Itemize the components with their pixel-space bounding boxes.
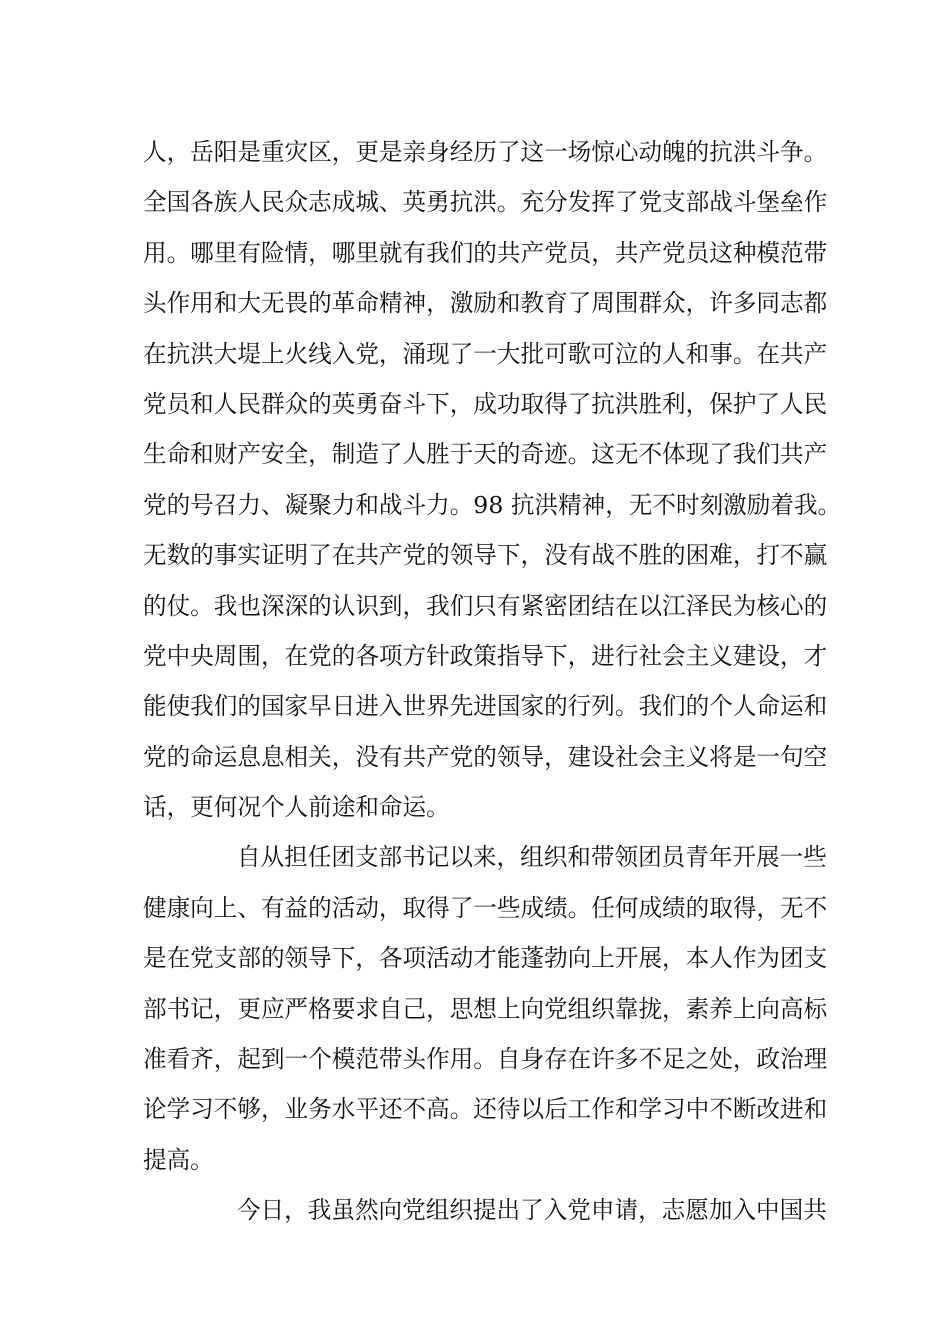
text-line: 能使我们的国家早日进入世界先进国家的行列。我们的个人命运和 <box>143 692 828 721</box>
text-line: 无数的事实证明了在共产党的领导下，没有战不胜的困难，打不赢 <box>143 541 828 570</box>
text-line: 党员和人民群众的英勇奋斗下，成功取得了抗洪胜利，保护了人民 <box>143 389 828 418</box>
paragraph-first-line: 今日，我虽然向党组织提出了入党申请，志愿加入中国共 <box>237 1196 827 1225</box>
paragraph-first-line: 自从担任团支部书记以来，组织和带领团员青年开展一些 <box>237 843 827 872</box>
text-line: 党中央周围，在党的各项方针政策指导下，进行社会主义建设，才 <box>143 641 828 670</box>
text-line: 话，更何况个人前途和命运。 <box>143 793 450 822</box>
text-line: 全国各族人民众志成城、英勇抗洪。充分发挥了党支部战斗堡垒作 <box>143 188 828 217</box>
document-body <box>143 127 842 1236</box>
text-line: 党的命运息息相关，没有共产党的领导，建设社会主义将是一句空 <box>143 742 828 771</box>
text-line: 论学习不够，业务水平还不高。还待以后工作和学习中不断改进和 <box>143 1095 828 1124</box>
text-line: 在抗洪大堤上火线入党，涌现了一大批可歌可泣的人和事。在共产 <box>143 339 828 368</box>
text-line: 的仗。我也深深的认识到，我们只有紧密团结在以江泽民为核心的 <box>143 591 828 620</box>
text-line: 准看齐，起到一个模范带头作用。自身存在许多不足之处，政治理 <box>143 1045 828 1074</box>
text-line: 头作用和大无畏的革命精神，激励和教育了周围群众，许多同志都 <box>143 289 828 318</box>
text-line: 党的号召力、凝聚力和战斗力。98 抗洪精神，无不时刻激励着我。 <box>143 490 842 519</box>
text-line: 人，岳阳是重灾区，更是亲身经历了这一场惊心动魄的抗洪斗争。 <box>143 138 828 166</box>
text-line: 提高。 <box>143 1145 214 1174</box>
text-line: 部书记，更应严格要求自己，思想上向党组织靠拢，素养上向高标 <box>143 994 828 1023</box>
text-line: 健康向上、有益的活动，取得了一些成绩。任何成绩的取得，无不 <box>143 893 828 922</box>
text-line: 是在党支部的领导下，各项活动才能蓬勃向上开展，本人作为团支 <box>143 944 828 973</box>
text-line: 生命和财产安全，制造了人胜于天的奇迹。这无不体现了我们共产 <box>143 440 828 469</box>
text-line: 用。哪里有险情，哪里就有我们的共产党员，共产党员这种模范带 <box>143 238 828 267</box>
